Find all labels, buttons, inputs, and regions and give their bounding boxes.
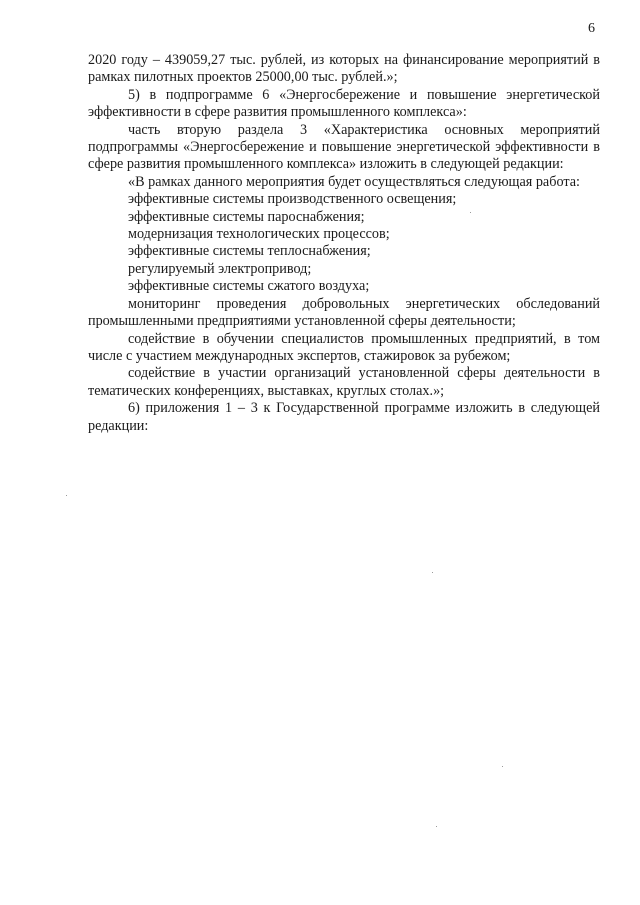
paragraph-conferences: содействие в участии организаций установленной сферы деятельности в тематических конференциях, выставках, круглых столах.»; — [88, 365, 600, 399]
scan-speck — [432, 572, 433, 573]
paragraph-appendices: 6) приложения 1 – 3 к Государственной программе изложить в следующей редакции: — [88, 400, 600, 434]
scan-speck — [470, 212, 471, 213]
paragraph-section-3-amendment: часть вторую раздела 3 «Характеристика основных мероприятий подпрограммы «Энергосбережение и повышение энергетической эффективности в сфере развития промышленного комплекса» изложить в следующей редакции: — [88, 121, 600, 173]
paragraph-funding-2020: 2020 году – 439059,27 тыс. рублей, из которых на финансирование мероприятий в рамках пилотных проектов 25000,00 тыс. рублей.»; — [88, 52, 600, 86]
paragraph-subprogram-6: 5) в подпрограмме 6 «Энергосбережение и повышение энергетической эффективности в сфере развития промышленного комплекса»: — [88, 86, 600, 121]
paragraph-monitoring: мониторинг проведения добровольных энергетических обследований промышленными предприятиями установленной сферы деятельности; — [88, 295, 600, 330]
document-body — [88, 52, 600, 435]
list-item: эффективные системы пароснабжения; — [128, 208, 365, 225]
list-item: эффективные системы теплоснабжения; — [128, 243, 371, 260]
page-number: 6 — [588, 21, 595, 36]
scan-speck — [502, 766, 503, 767]
list-item: эффективные системы производственного освещения; — [128, 191, 457, 208]
paragraph-work-intro: «В рамках данного мероприятия будет осуществляться следующая работа: — [128, 173, 580, 190]
list-item: модернизация технологических процессов; — [128, 226, 390, 243]
list-item: эффективные системы сжатого воздуха; — [128, 278, 370, 295]
scan-speck — [436, 826, 437, 827]
list-item: регулируемый электропривод; — [128, 260, 312, 277]
paragraph-training: содействие в обучении специалистов промышленных предприятий, в том числе с участием международных экспертов, стажировок за рубежом; — [88, 330, 600, 364]
scan-speck — [66, 495, 67, 496]
